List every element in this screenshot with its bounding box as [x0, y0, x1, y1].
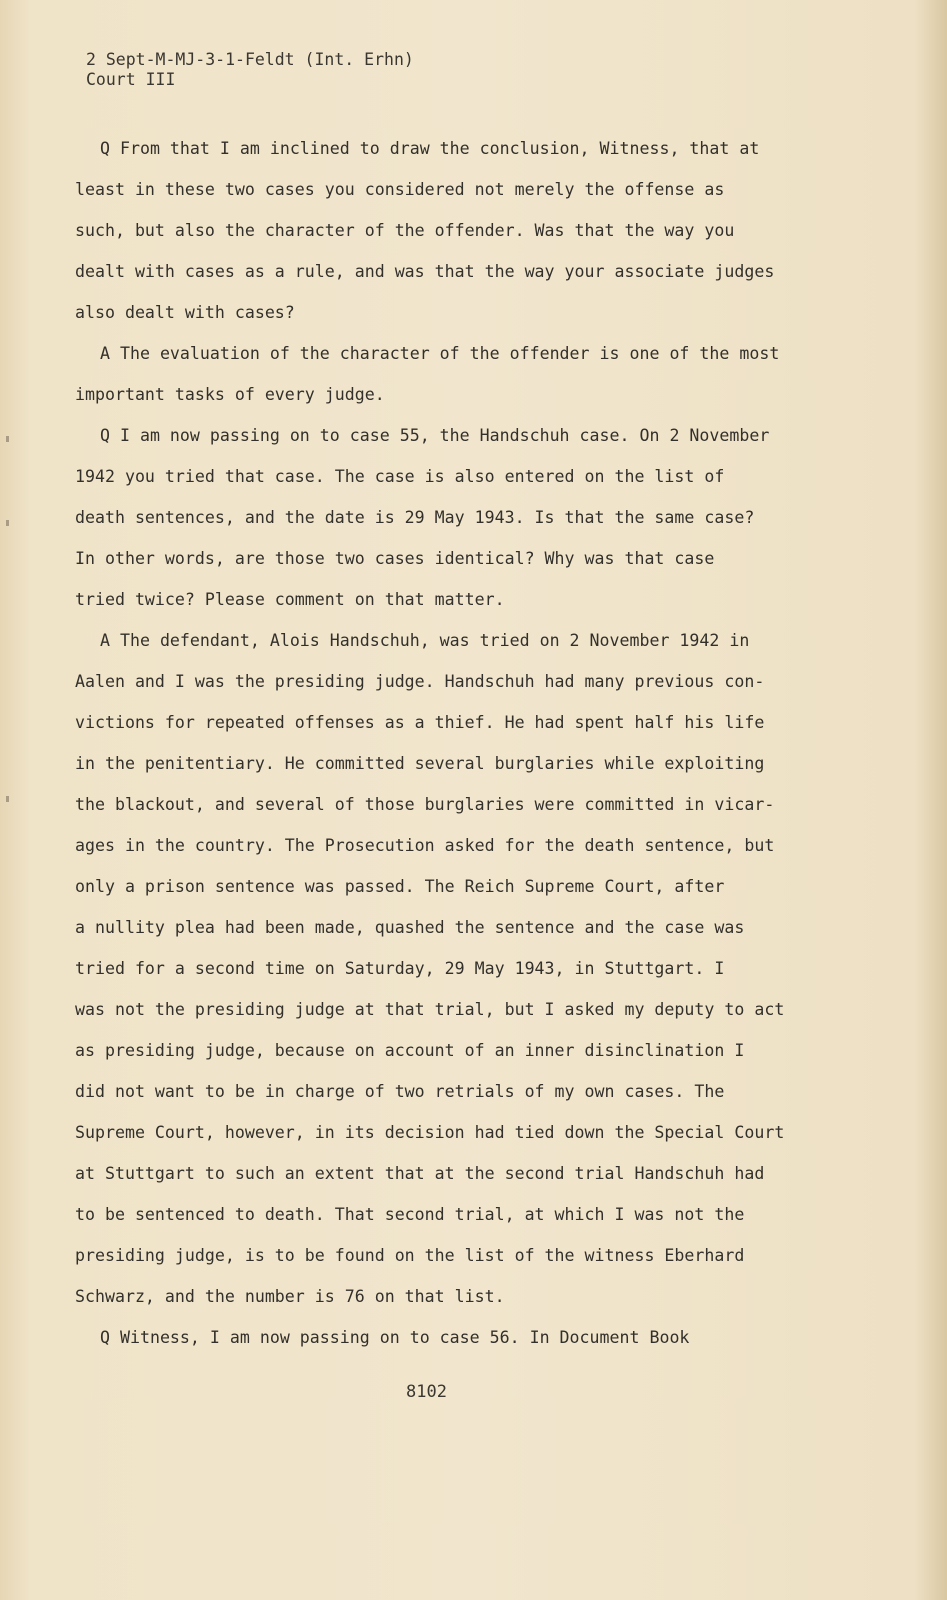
text-line: dealt with cases as a rule, and was that the way your associate judges	[75, 262, 775, 281]
text-line: important tasks of every judge.	[75, 385, 385, 404]
transcript-body	[75, 128, 805, 1358]
text-line: in the penitentiary. He committed several burglaries while exploiting	[75, 754, 765, 773]
text-line: tried for a second time on Saturday, 29 May 1943, in Stuttgart. I	[75, 959, 725, 978]
text-line: Q I am now passing on to case 55, the Handschuh case. On 2 November	[100, 426, 770, 445]
text-line: a nullity plea had been made, quashed the sentence and the case was	[75, 918, 745, 937]
margin-mark	[6, 796, 9, 802]
text-line: presiding judge, is to be found on the list of the witness Eberhard	[75, 1246, 745, 1265]
text-line: Aalen and I was the presiding judge. Handschuh had many previous con-	[75, 672, 765, 691]
text-line: to be sentenced to death. That second trial, at which I was not the	[75, 1205, 745, 1224]
text-line: 1942 you tried that case. The case is also entered on the list of	[75, 467, 725, 486]
text-line: In other words, are those two cases identical? Why was that case	[75, 549, 715, 568]
text-line: at Stuttgart to such an extent that at the second trial Handschuh had	[75, 1164, 765, 1183]
text-line: was not the presiding judge at that trial, but I asked my deputy to act	[75, 1000, 785, 1019]
page-number: 8102	[406, 1382, 447, 1402]
text-line: Supreme Court, however, in its decision had tied down the Special Court	[75, 1123, 785, 1142]
text-line: the blackout, and several of those burglaries were committed in vicar-	[75, 795, 775, 814]
text-line: as presiding judge, because on account of an inner disinclination I	[75, 1041, 745, 1060]
text-line: Q Witness, I am now passing on to case 56. In Document Book	[100, 1328, 690, 1347]
text-line: Schwarz, and the number is 76 on that list.	[75, 1287, 505, 1306]
text-line: Q From that I am inclined to draw the conclusion, Witness, that at	[100, 139, 760, 158]
header-reference: 2 Sept-M-MJ-3-1-Feldt (Int. Erhn)	[86, 50, 414, 69]
margin-mark	[6, 436, 9, 442]
text-line: only a prison sentence was passed. The Reich Supreme Court, after	[75, 877, 725, 896]
text-line: victions for repeated offenses as a thief. He had spent half his life	[75, 713, 765, 732]
text-line: such, but also the character of the offender. Was that the way you	[75, 221, 735, 240]
text-line: A The evaluation of the character of the offender is one of the most	[100, 344, 780, 363]
text-line: A The defendant, Alois Handschuh, was tried on 2 November 1942 in	[100, 631, 750, 650]
text-line: ages in the country. The Prosecution asked for the death sentence, but	[75, 836, 775, 855]
text-line: tried twice? Please comment on that matter.	[75, 590, 505, 609]
text-line: least in these two cases you considered not merely the offense as	[75, 180, 725, 199]
text-line: also dealt with cases?	[75, 303, 295, 322]
page-header	[86, 50, 414, 90]
text-line: death sentences, and the date is 29 May 1943. Is that the same case?	[75, 508, 755, 527]
margin-mark	[6, 520, 9, 526]
header-court: Court III	[86, 70, 176, 89]
text-line: did not want to be in charge of two retrials of my own cases. The	[75, 1082, 725, 1101]
